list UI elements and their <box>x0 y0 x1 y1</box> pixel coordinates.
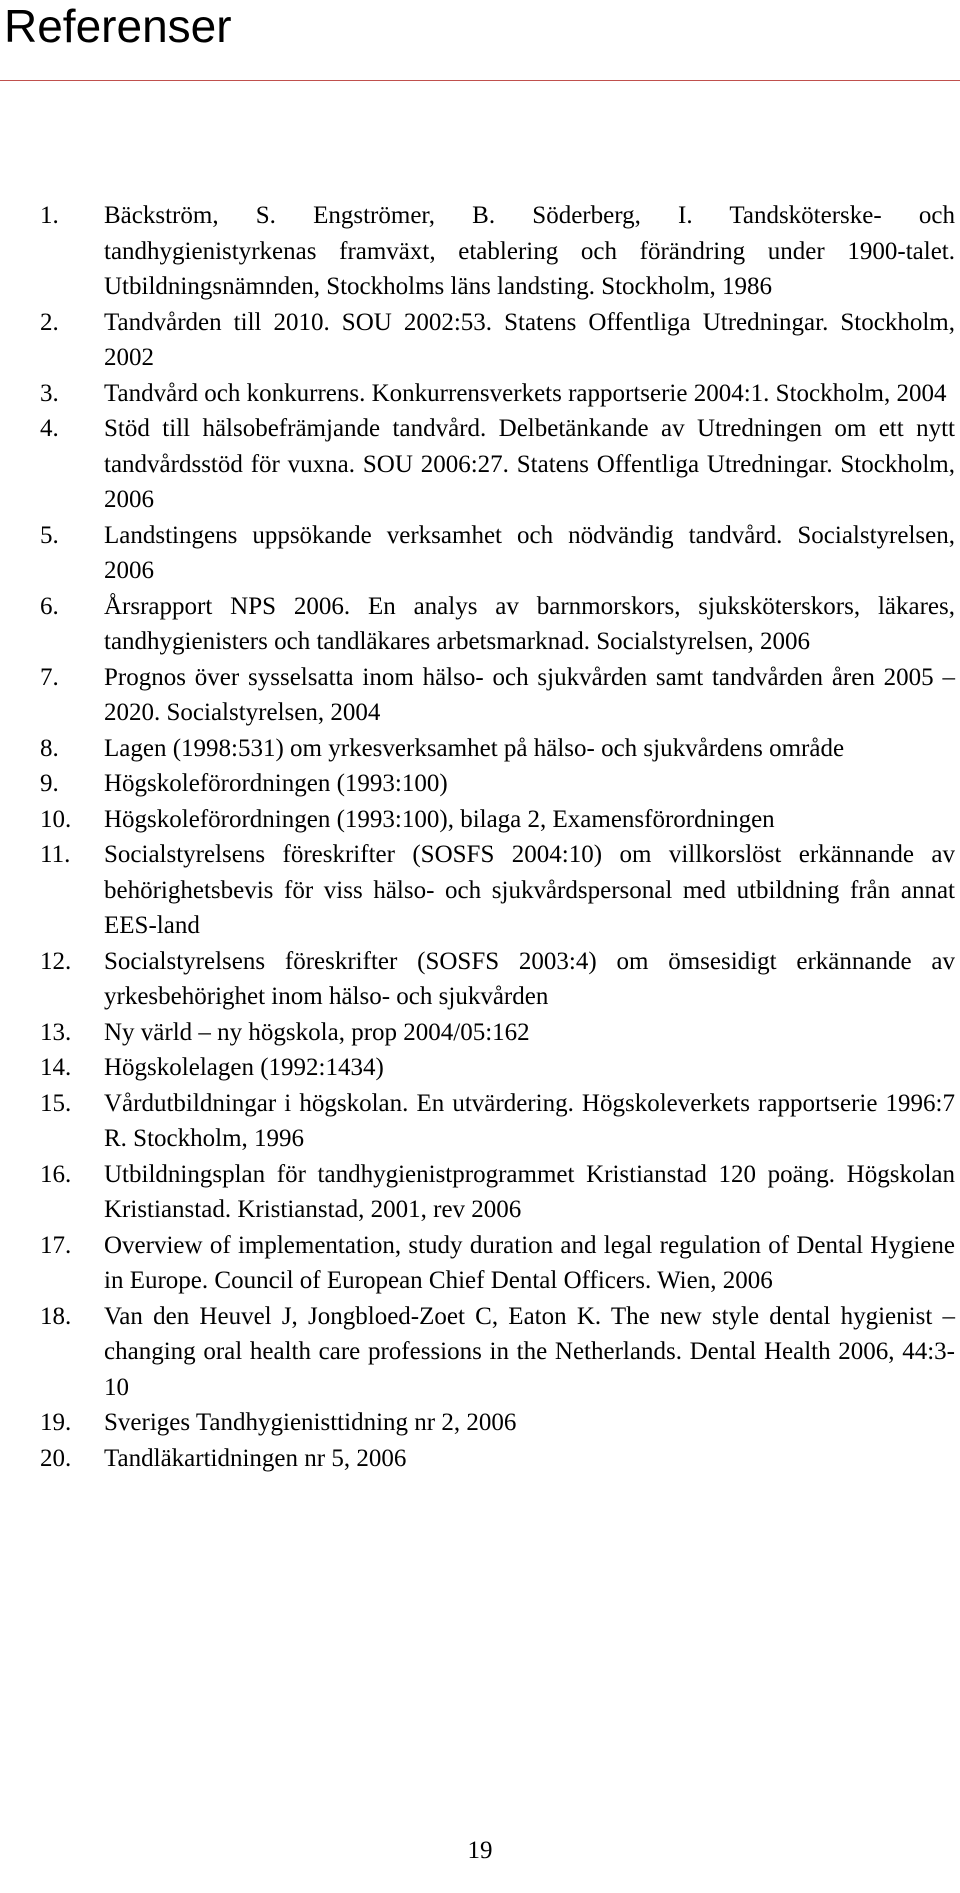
reference-item <box>40 1299 955 1406</box>
reference-text: Overview of implementation, study duration and legal regulation of Dental Hygiene in Europe. Council of European Chief Dental Officers. Wien, 2006 <box>104 1231 955 1294</box>
reference-number: 12. <box>40 947 72 975</box>
reference-item <box>40 731 955 767</box>
reference-text: Stöd till hälsobefrämjande tandvård. Delbetänkande av Utredningen om ett nytt tandvårdsstöd för vuxna. SOU 2006:27. Statens Offentliga Utredningar. Stockholm, 2006 <box>104 415 955 513</box>
heading-divider <box>0 80 960 81</box>
reference-text: Tandläkartidningen nr 5, 2006 <box>104 1444 407 1472</box>
reference-item <box>40 376 955 412</box>
reference-text: Högskoleförordningen (1993:100) <box>104 770 448 797</box>
reference-number: 3. <box>40 379 59 407</box>
reference-item <box>40 944 955 1015</box>
reference-number: 11. <box>40 841 71 868</box>
reference-item <box>40 1228 955 1299</box>
reference-text: Tandvården till 2010. SOU 2002:53. Statens Offentliga Utredningar. Stockholm, 2002 <box>104 308 955 371</box>
reference-item <box>40 589 955 660</box>
reference-item <box>40 1086 955 1157</box>
reference-number: 2. <box>40 308 59 336</box>
reference-number: 13. <box>40 1018 72 1046</box>
reference-text: Utbildningsplan för tandhygienistprogrammet Kristianstad 120 poäng. Högskolan Kristianstad. Kristianstad, 2001, rev 2006 <box>104 1160 955 1223</box>
reference-text: Van den Heuvel J, Jongbloed-Zoet C, Eaton K. The new style dental hygienist – changing oral health care professions in the Netherlands. Dental Health 2006, 44:3-10 <box>104 1302 955 1401</box>
reference-number: 5. <box>40 521 59 549</box>
reference-number: 8. <box>40 734 59 762</box>
reference-text: Bäckström, S. Engströmer, B. Söderberg, I. Tandsköterske- och tandhygienistyrkenas framväxt, etablering och förändring under 1900-talet. Utbildningsnämnden, Stockholms läns landsting. Stockholm, 1986 <box>104 202 955 300</box>
reference-item <box>40 1015 955 1051</box>
reference-number: 9. <box>40 770 59 797</box>
page-number: 19 <box>467 1837 493 1864</box>
reference-list <box>40 198 955 1476</box>
reference-item <box>40 518 955 589</box>
reference-number: 4. <box>40 415 59 442</box>
page-heading: Referenser <box>4 0 232 52</box>
reference-text: Socialstyrelsens föreskrifter (SOSFS 2004:10) om villkorslöst erkännande av behörighetsbevis för viss hälso- och sjukvårdspersonal med utbildning från annat EES-land <box>104 841 955 939</box>
reference-number: 17. <box>40 1231 72 1259</box>
reference-number: 15. <box>40 1089 72 1117</box>
reference-text: Sveriges Tandhygienisttidning nr 2, 2006 <box>104 1409 517 1436</box>
reference-number: 18. <box>40 1302 72 1330</box>
reference-text: Årsrapport NPS 2006. En analys av barnmorskors, sjuksköterskors, läkares, tandhygienisters och tandläkares arbetsmarknad. Socialstyrelsen, 2006 <box>104 592 955 655</box>
reference-number: 6. <box>40 592 59 620</box>
reference-number: 20. <box>40 1444 72 1472</box>
reference-item <box>40 305 955 376</box>
reference-item <box>40 660 955 731</box>
reference-text: Högskolelagen (1992:1434) <box>104 1054 384 1081</box>
reference-item <box>40 411 955 518</box>
reference-number: 1. <box>40 202 59 229</box>
reference-number: 10. <box>40 805 72 833</box>
reference-item <box>40 1157 955 1228</box>
reference-text: Socialstyrelsens föreskrifter (SOSFS 2003:4) om ömsesidigt erkännande av yrkesbehörighet inom hälso- och sjukvården <box>104 947 955 1010</box>
reference-number: 16. <box>40 1160 72 1188</box>
reference-text: Landstingens uppsökande verksamhet och nödvändig tandvård. Socialstyrelsen, 2006 <box>104 521 955 584</box>
reference-text: Ny värld – ny högskola, prop 2004/05:162 <box>104 1018 530 1046</box>
reference-number: 19. <box>40 1409 72 1436</box>
reference-number: 14. <box>40 1054 72 1081</box>
reference-item <box>40 1441 955 1477</box>
reference-number: 7. <box>40 663 59 691</box>
reference-item <box>40 198 955 305</box>
reference-text: Prognos över sysselsatta inom hälso- och sjukvården samt tandvården åren 2005 – 2020. Socialstyrelsen, 2004 <box>104 663 955 726</box>
reference-item <box>40 1050 955 1086</box>
reference-text: Vårdutbildningar i högskolan. En utvärdering. Högskoleverkets rapportserie 1996:7 R. Stockholm, 1996 <box>104 1089 955 1152</box>
reference-item <box>40 766 955 802</box>
reference-item <box>40 837 955 944</box>
reference-text: Lagen (1998:531) om yrkesverksamhet på hälso- och sjukvårdens område <box>104 734 845 762</box>
reference-text: Högskoleförordningen (1993:100), bilaga 2, Examensförordningen <box>104 805 775 833</box>
reference-text: Tandvård och konkurrens. Konkurrensverkets rapportserie 2004:1. Stockholm, 2004 <box>104 379 947 407</box>
reference-item <box>40 802 955 838</box>
reference-item <box>40 1405 955 1441</box>
